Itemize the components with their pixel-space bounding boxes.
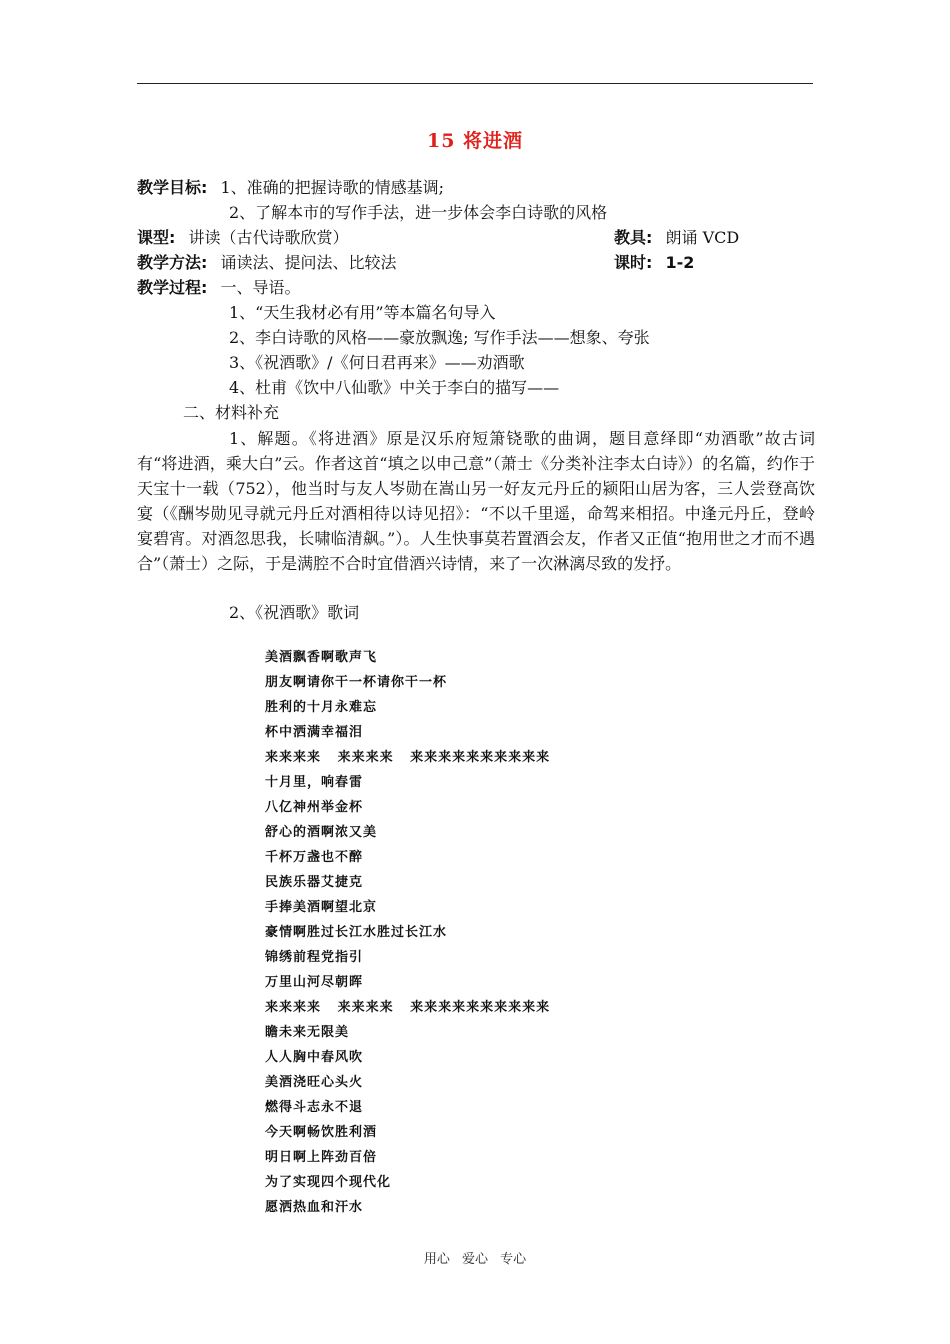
lyric-line: 今天啊畅饮胜利酒 — [265, 1125, 378, 1140]
lyric-line: 美酒飘香啊歌声飞 — [265, 650, 378, 665]
lesson-type-line — [137, 227, 349, 249]
lyric-line: 为了实现四个现代化 — [265, 1175, 392, 1190]
hours-label: 课时: — [614, 253, 653, 272]
methods-value: 诵读法、提问法、比较法 — [220, 253, 397, 272]
lyric-line: 来来来来 来来来来 来来来来来来来来来来 — [265, 750, 551, 765]
hours-value: 1-2 — [665, 253, 695, 272]
lesson-type-label: 课型: — [137, 228, 176, 247]
tools-line — [614, 227, 739, 249]
goals-line-1 — [137, 177, 444, 199]
lyric-line: 愿洒热血和汗水 — [265, 1200, 364, 1215]
lyrics-list — [265, 645, 550, 1220]
lyric-line: 万里山河尽朝晖 — [265, 975, 364, 990]
methods-line — [137, 252, 397, 274]
process-intro: 一、导语。 — [220, 278, 301, 297]
process-item: 3、《祝酒歌》/《何日君再来》——劝酒歌 — [229, 353, 525, 372]
lyric-line: 瞻未来无限美 — [265, 1025, 350, 1040]
lyric-line: 朋友啊请你干一杯请你干一杯 — [265, 675, 448, 690]
lyric-line: 杯中洒满幸福泪 — [265, 725, 364, 740]
lyric-line: 千杯万盏也不醉 — [265, 850, 364, 865]
lyric-line: 八亿神州举金杯 — [265, 800, 364, 815]
lesson-type-value: 讲读（古代诗歌欣赏） — [188, 228, 349, 247]
lyric-line: 舒心的酒啊浓又美 — [265, 825, 378, 840]
background-paragraph: 1、解题。《将进酒》原是汉乐府短箫铙歌的曲调，题目意绎即“劝酒歌”故古词有“将进酒，乘大白”云。作者这首“填之以申己意”（萧士《分类补注李太白诗》）的名篇，约作于天宝十一载（752），他当时与友人岑勋在嵩山另一好友元丹丘的颍阳山居为客，三人尝登高饮宴（《酬岑勋见寻就元丹丘对酒相待以诗见招》：“不以千里遥，命驾来相招。中逢元丹丘，登岭宴碧宵。对酒忽思我，长啸临清飙。”）。人生快事莫若置酒会友，作者又正值“抱用世之才而不遇合”（萧士）之际，于是满腔不合时宜借酒兴诗情，来了一次淋漓尽致的发抒。 — [137, 429, 815, 573]
section-2-heading: 二、材料补充 — [183, 403, 280, 422]
process-item: 2、李白诗歌的风格——豪放飘逸; 写作手法——想象、夸张 — [229, 328, 650, 347]
process-item: 1、“天生我材必有用”等本篇名句导入 — [229, 303, 496, 322]
lyric-line: 锦绣前程党指引 — [265, 950, 364, 965]
lyrics-heading: 2、《祝酒歌》歌词 — [229, 603, 360, 622]
lyric-line: 人人胸中春风吹 — [265, 1050, 364, 1065]
lyric-line: 来来来来 来来来来 来来来来来来来来来来 — [265, 1000, 551, 1015]
hours-line — [614, 252, 694, 274]
lyric-line: 豪情啊胜过长江水胜过长江水 — [265, 925, 448, 940]
goals-item-2: 2、了解本市的写作手法，进一步体会李白诗歌的风格 — [229, 203, 608, 222]
header-rule — [137, 83, 813, 84]
tools-label: 教具: — [614, 228, 653, 247]
methods-label: 教学方法: — [137, 253, 208, 272]
lyric-line: 手捧美酒啊望北京 — [265, 900, 378, 915]
lyric-line: 明日啊上阵劲百倍 — [265, 1150, 378, 1165]
goals-item-1: 1、准确的把握诗歌的情感基调; — [220, 178, 445, 197]
goals-label: 教学目标: — [137, 178, 208, 197]
process-item: 4、杜甫《饮中八仙歌》中关于李白的描写—— — [229, 378, 560, 397]
lyric-line: 燃得斗志永不退 — [265, 1100, 364, 1115]
process-label: 教学过程: — [137, 278, 208, 297]
page-title: 15 将进酒 — [426, 130, 524, 152]
lyric-line: 美酒浇旺心头火 — [265, 1075, 364, 1090]
page-footer: 用心 爱心 专心 — [423, 1252, 527, 1267]
lyric-line: 民族乐器艾捷克 — [265, 875, 364, 890]
lyric-line: 十月里，响春雷 — [265, 775, 364, 790]
lyric-line: 胜利的十月永难忘 — [265, 700, 378, 715]
tools-value: 朗诵 VCD — [665, 228, 740, 247]
process-line — [137, 277, 301, 299]
